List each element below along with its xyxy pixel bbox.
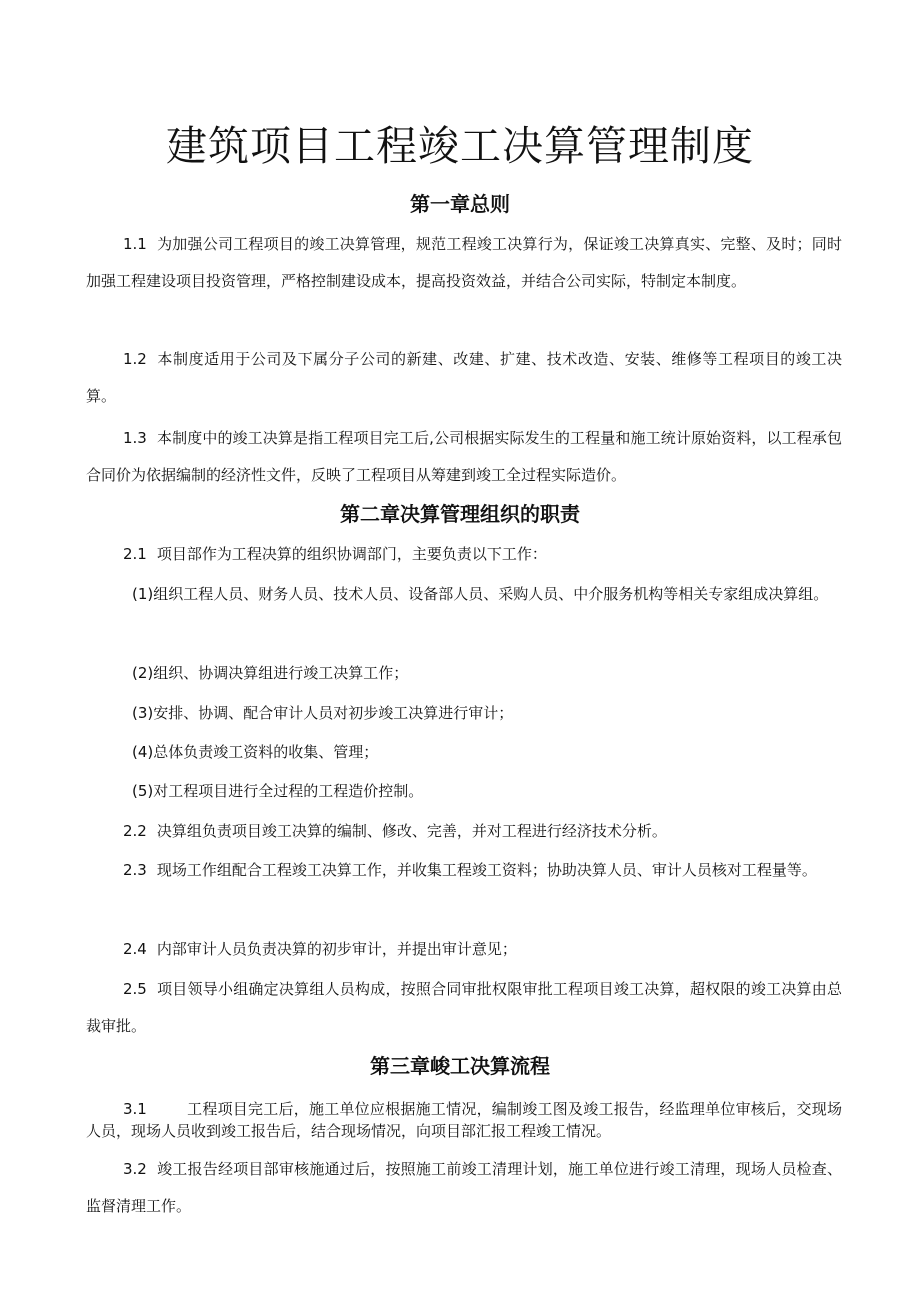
- clause-text: 工程项目完工后，施工单位应根据施工情况，编制竣工图及竣工报告，经监理单位审核后，交现场人员，现场人员收到竣工报告后，结合现场情况，向项目部汇报工程竣工情况。: [86, 1100, 842, 1140]
- clause-1-1: [86, 226, 842, 300]
- clause-number: 2.3: [123, 861, 147, 879]
- item-text: 安排、协调、配合审计人员对初步竣工决算进行审计；: [153, 704, 514, 722]
- clause-2-3: [86, 852, 842, 889]
- clause-number: 2.1: [123, 545, 147, 563]
- clause-number: 2.5: [123, 980, 147, 998]
- clause-2-4: [86, 931, 842, 968]
- document-title: 建筑项目工程竣工决算管理制度: [166, 122, 754, 170]
- clause-text: 现场工作组配合工程竣工决算工作，并收集工程竣工资料；协助决算人员、审计人员核对工程量等。: [156, 861, 817, 879]
- clause-number: 1.3: [123, 429, 147, 447]
- clause-number: 2.2: [123, 822, 147, 840]
- clause-text: 内部审计人员负责决算的初步审计，并提出审计意见；: [156, 940, 517, 958]
- clause-text: 本制度中的竣工决算是指工程项目完工后,公司根据实际发生的工程量和施工统计原始资料，以工程承包合同价为依据编制的经济性文件，反映了工程项目从筹建到竣工全过程实际造价。: [86, 429, 842, 484]
- clause-3-1: [86, 1098, 842, 1142]
- item-number: (1): [132, 585, 154, 603]
- item-text: 组织工程人员、财务人员、技术人员、设备部人员、采购人员、中介服务机构等相关专家组成决算组。: [153, 585, 829, 603]
- item-2-1-3: [86, 695, 842, 732]
- item-text: 总体负责竣工资料的收集、管理；: [153, 743, 379, 761]
- clause-3-2: [86, 1151, 842, 1225]
- clause-text: 决算组负责项目竣工决算的编制、修改、完善，并对工程进行经济技术分析。: [156, 822, 667, 840]
- item-2-1-1: [86, 576, 842, 613]
- clause-2-5: [86, 971, 842, 1045]
- chapter-heading-3: 第三章峻工决算流程: [370, 1054, 550, 1078]
- clause-text: 为加强公司工程项目的竣工决算管理，规范工程竣工决算行为，保证竣工决算真实、完整、及时；同时加强工程建设项目投资管理，严格控制建设成本，提高投资效益，并结合公司实际，特制定本制度。: [86, 235, 842, 290]
- item-number: (4): [132, 743, 154, 761]
- item-2-1-5: [86, 773, 842, 810]
- clause-1-3: [86, 420, 842, 494]
- clause-number: 1.2: [123, 350, 147, 368]
- clause-number: 1.1: [123, 235, 147, 253]
- clause-text: 本制度适用于公司及下属分子公司的新建、改建、扩建、技术改造、安装、维修等工程项目的竣工决算。: [86, 350, 842, 405]
- item-text: 对工程项目进行全过程的工程造价控制。: [153, 782, 424, 800]
- item-number: (3): [132, 704, 154, 722]
- clause-2-2: [86, 813, 842, 850]
- item-2-1-4: [86, 734, 842, 771]
- item-2-1-2: [86, 655, 842, 692]
- clause-number: 3.2: [123, 1160, 147, 1178]
- clause-1-2: [86, 341, 842, 415]
- item-number: (2): [132, 664, 154, 682]
- clause-text: 项目部作为工程决算的组织协调部门，主要负责以下工作：: [156, 545, 547, 563]
- clause-text: 竣工报告经项目部审核施通过后，按照施工前竣工清理计划，施工单位进行竣工清理，现场人员检查、监督清理工作。: [86, 1160, 842, 1215]
- clause-2-1: [86, 536, 842, 573]
- chapter-heading-1: 第一章总则: [410, 192, 510, 216]
- clause-number: 2.4: [123, 940, 147, 958]
- item-text: 组织、协调决算组进行竣工决算工作；: [153, 664, 409, 682]
- chapter-heading-2: 第二章决算管理组织的职责: [340, 502, 580, 526]
- clause-text: 项目领导小组确定决算组人员构成，按照合同审批权限审批工程项目竣工决算，超权限的竣工决算由总裁审批。: [86, 980, 842, 1035]
- clause-number: 3.1: [123, 1100, 147, 1118]
- item-number: (5): [132, 782, 154, 800]
